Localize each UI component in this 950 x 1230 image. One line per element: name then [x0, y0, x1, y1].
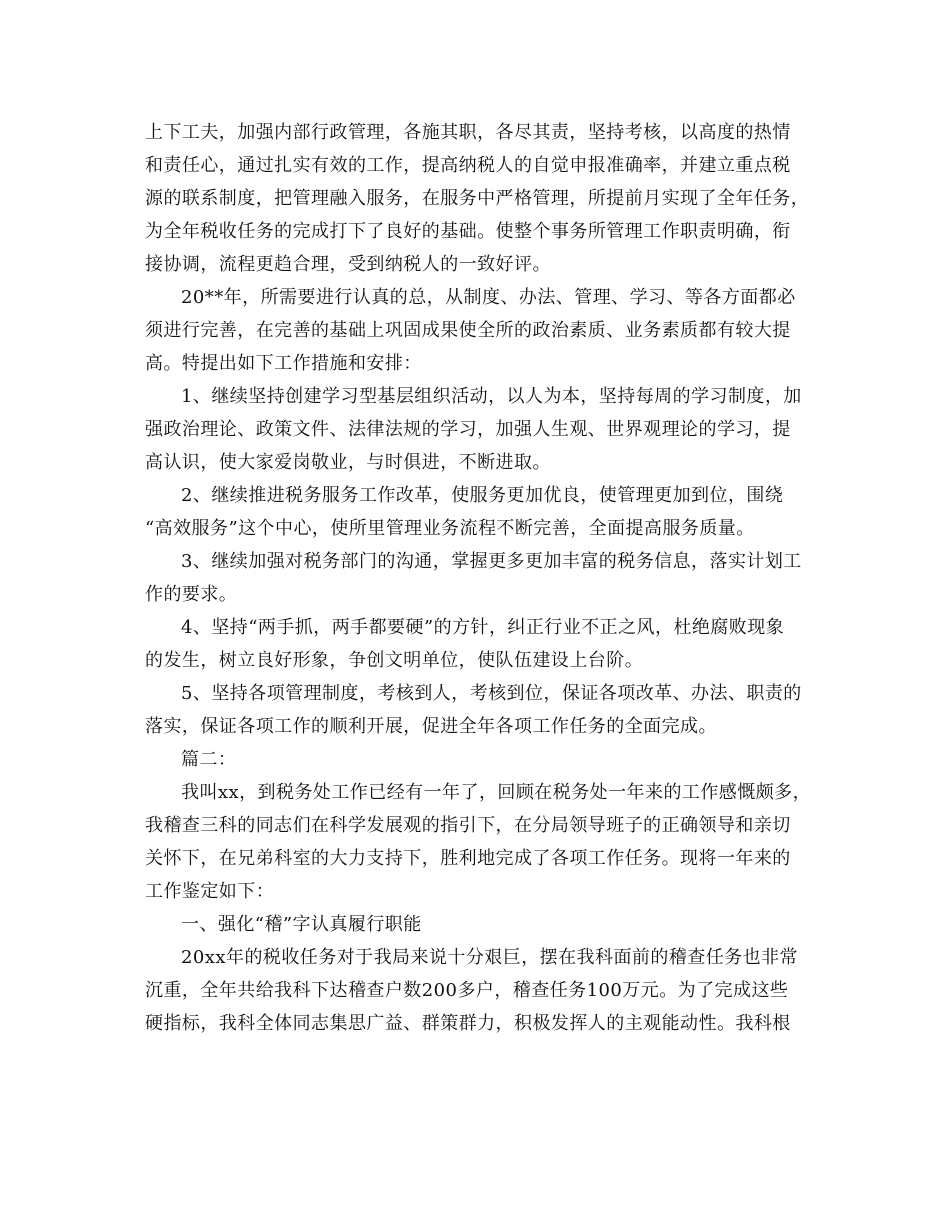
text-line: 上下工夫，加强内部行政管理，各施其职，各尽其责，坚持考核，以高度的热情 — [145, 122, 791, 143]
paragraph-p10 — [145, 908, 809, 941]
text-line: 我叫xx，到税务处工作已经有一年了，回顾在税务处一年来的工作感慨颇多， — [181, 782, 812, 803]
text-line: 和责任心，通过扎实有效的工作，提高纳税人的自觉申报准确率，并建立重点税 — [145, 155, 791, 176]
text-line: 1、继续坚持创建学习型基层组织活动，以人为本，坚持每周的学习制度，加 — [181, 386, 802, 407]
paragraph-p4 — [145, 479, 809, 545]
paragraph-p3 — [145, 380, 809, 479]
text-line: 4、坚持“两手抓，两手都要硬”的方针，纠正行业不正之风，杜绝腐败现象 — [181, 617, 785, 638]
paragraph-p7 — [145, 677, 809, 743]
text-line: 一、强化“稽”字认真履行职能 — [181, 914, 422, 935]
text-line: 20**年，所需要进行认真的总，从制度、办法、管理、学习、等各方面都必 — [181, 287, 796, 308]
text-line: 篇二： — [181, 749, 237, 770]
document-body — [145, 116, 812, 1040]
text-line: 须进行完善，在完善的基础上巩固成果使全所的政治素质、业务素质都有较大提 — [145, 320, 791, 341]
paragraph-p8 — [145, 743, 809, 776]
paragraph-p1 — [145, 116, 809, 281]
text-line: 作的要求。 — [145, 584, 238, 605]
text-line: 强政治理论、政策文件、法律法规的学习，加强人生观、世界观理论的学习，提 — [145, 419, 791, 440]
text-line: 落实，保证各项工作的顺利开展，促进全年各项工作任务的全面完成。 — [145, 716, 717, 737]
text-line: 20xx年的税收任务对于我局来说十分艰巨，摆在我科面前的稽查任务也非常 — [181, 947, 798, 968]
text-line: 2、继续推进税务服务工作改革，使服务更加优良，使管理更加到位，围绕 — [181, 485, 784, 506]
paragraph-p11 — [145, 941, 809, 1040]
text-line: 为全年税收任务的完成打下了良好的基础。使整个事务所管理工作职责明确，衔 — [145, 221, 791, 242]
paragraph-p2 — [145, 281, 809, 380]
paragraph-p9 — [145, 776, 812, 908]
text-line: 3、继续加强对税务部门的沟通，掌握更多更加丰富的税务信息，落实计划工 — [181, 551, 802, 572]
text-line: 硬指标，我科全体同志集思广益、群策群力，积极发挥人的主观能动性。我科根 — [145, 1013, 791, 1034]
text-line: 5、坚持各项管理制度，考核到人，考核到位，保证各项改革、办法、职责的 — [181, 683, 802, 704]
paragraph-p6 — [145, 611, 809, 677]
text-line: 工作鉴定如下： — [145, 881, 275, 902]
text-line: 源的联系制度，把管理融入服务，在服务中严格管理，所提前月实现了全年任务， — [145, 188, 810, 209]
paragraph-p5 — [145, 545, 809, 611]
text-line: 的发生，树立良好形象，争创文明单位，使队伍建设上台阶。 — [145, 650, 644, 671]
text-line: 我稽查三科的同志们在科学发展观的指引下，在分局领导班子的正确领导和亲切 — [145, 815, 791, 836]
text-line: “高效服务”这个中心，使所里管理业务流程不断完善，全面提高服务质量。 — [145, 518, 755, 539]
text-line: 高认识，使大家爱岗敬业，与时俱进，不断进取。 — [145, 452, 551, 473]
text-line: 沉重，全年共给我科下达稽查户数200多户，稽查任务100万元。为了完成这些 — [145, 980, 789, 1001]
text-line: 高。特提出如下工作措施和安排： — [145, 353, 422, 374]
text-line: 关怀下，在兄弟科室的大力支持下，胜利地完成了各项工作任务。现将一年来的 — [145, 848, 791, 869]
text-line: 接协调，流程更趋合理，受到纳税人的一致好评。 — [145, 254, 551, 275]
